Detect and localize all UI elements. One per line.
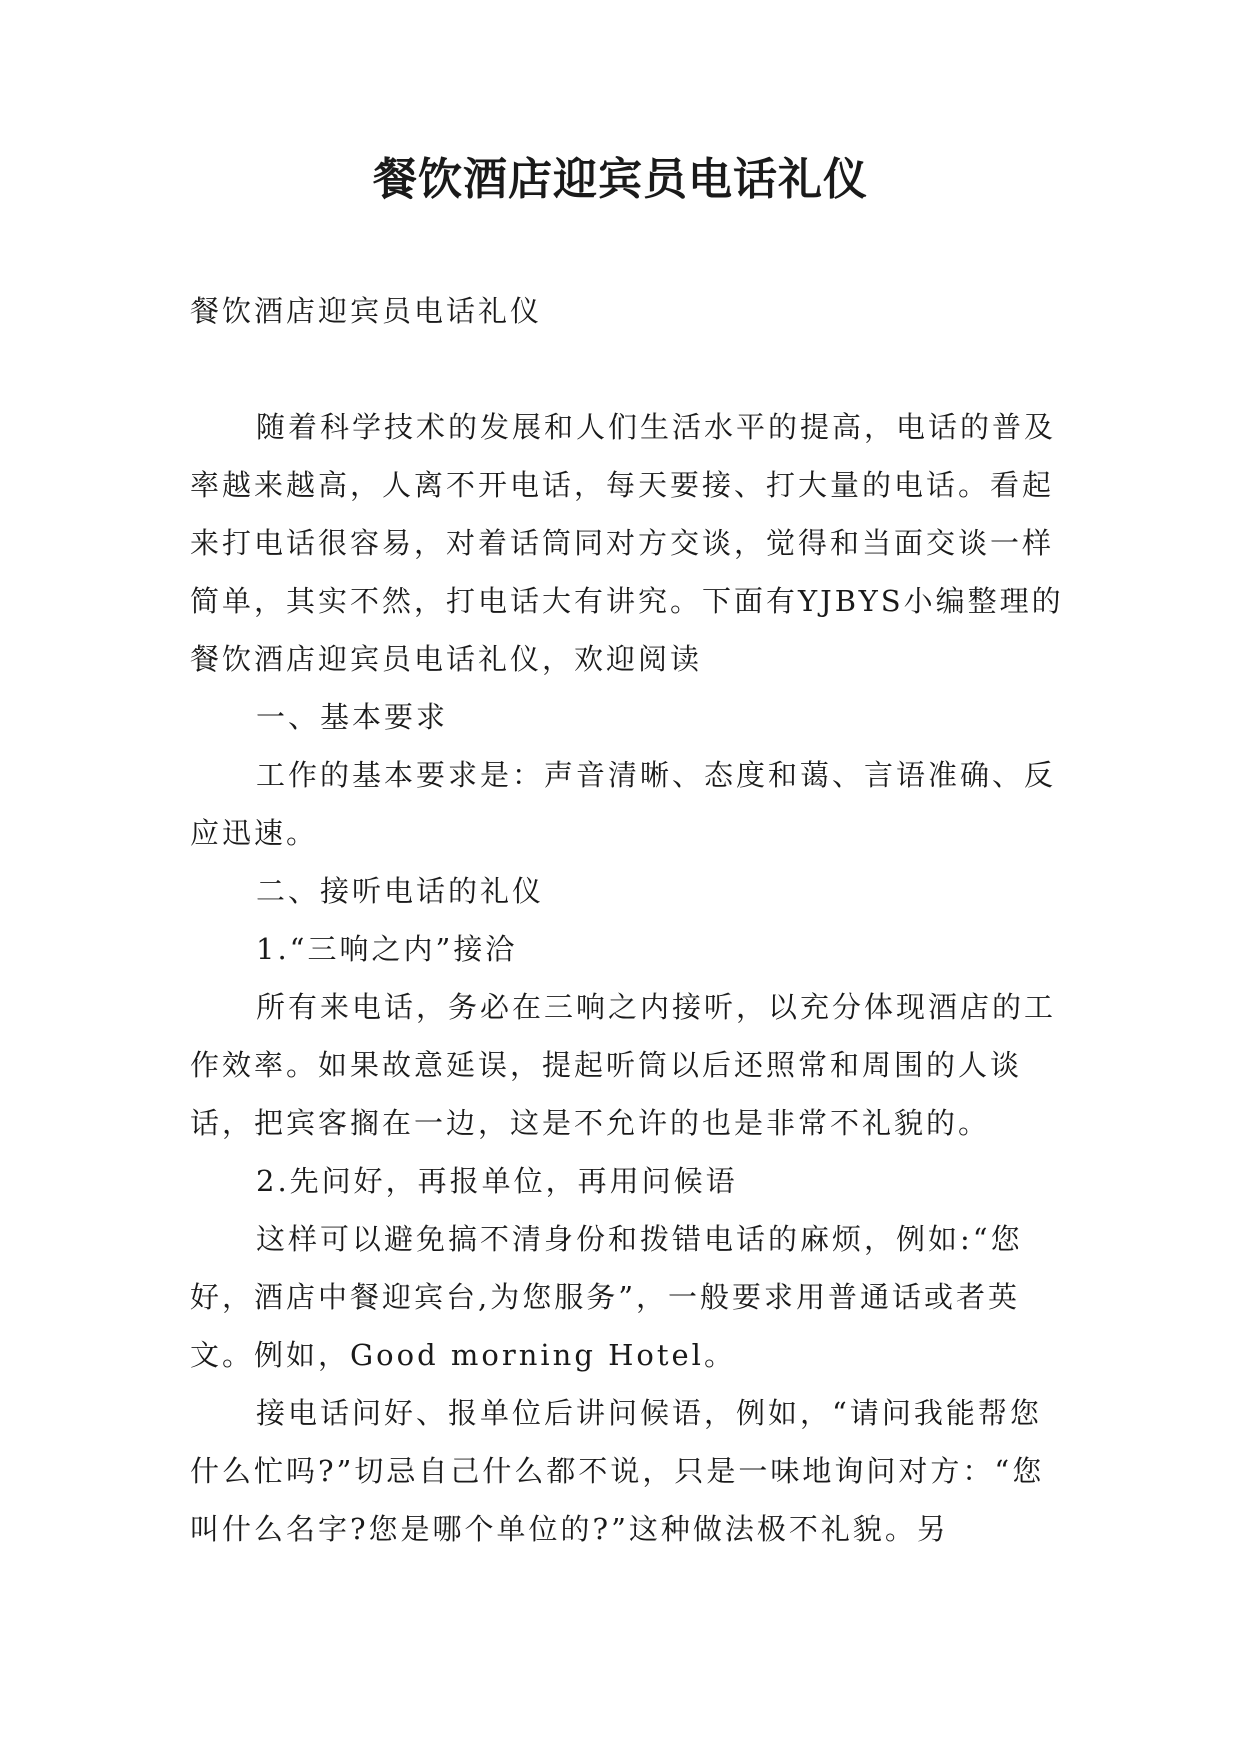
paragraph-basic-requirements: 工作的基本要求是：声音清晰、态度和蔼、言语准确、反应迅速。 [190,758,1057,850]
section-heading-basic-requirements: 一、基本要求 [256,700,449,734]
subheading-greeting-order: 2.先问好，再报单位，再用问候语 [256,1164,738,1198]
paragraph-three-rings: 所有来电话，务必在三响之内接听，以充分体现酒店的工作效率。如果故意延误，提起听筒以后还照常和周围的人谈话，把宾客搁在一边，这是不允许的也是非常不礼貌的。 [190,990,1057,1140]
paragraph-intro: 随着科学技术的发展和人们生活水平的提高，电话的普及率越来越高，人离不开电话，每天要接、打大量的电话。看起来打电话很容易，对着话筒同对方交谈，觉得和当面交谈一样简单，其实不然，打电话大有讲究。下面有YJBYS小编整理的餐饮酒店迎宾员电话礼仪，欢迎阅读 [190,410,1064,676]
section-heading-answering-etiquette: 二、接听电话的礼仪 [256,874,545,908]
subheading-three-rings: 1.“三响之内”接洽 [256,932,518,966]
paragraph-greeting-example: 这样可以避免搞不清身份和拨错电话的麻烦，例如:“您好，酒店中餐迎宾台,为您服务”，一般要求用普通话或者英文。例如，Good morning Hotel。 [190,1222,1023,1372]
page-title: 餐饮酒店迎宾员电话礼仪 [373,154,868,205]
document-body [190,282,1070,1558]
document-subtitle: 餐饮酒店迎宾员电话礼仪 [190,294,543,328]
paragraph-greeting-followup: 接电话问好、报单位后讲问候语，例如，“请问我能帮您什么忙吗?”切忌自己什么都不说，只是一味地询问对方：“您叫什么名字?您是哪个单位的?”这种做法极不礼貌。另 [190,1396,1045,1546]
